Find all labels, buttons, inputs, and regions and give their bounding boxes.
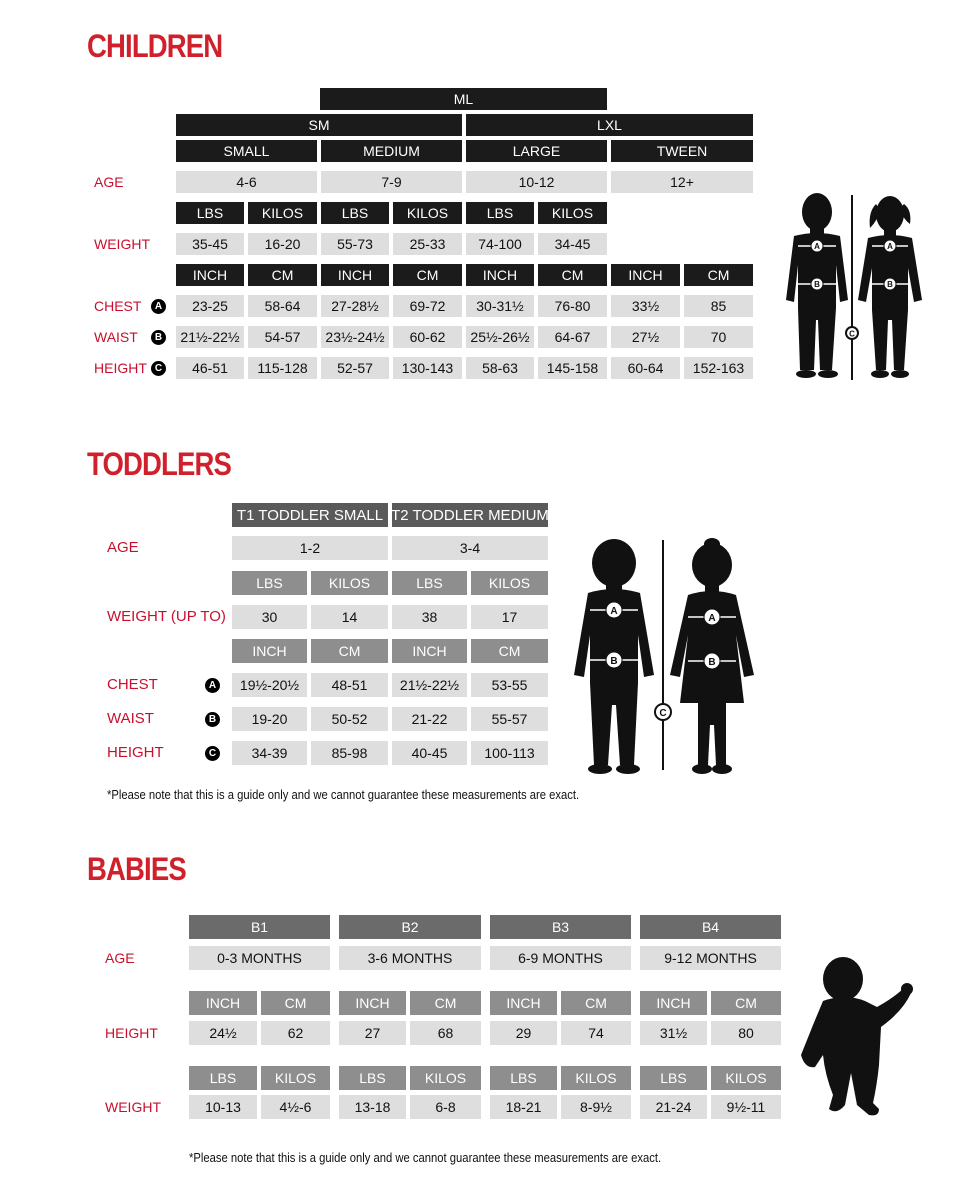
babies-disclaimer: *Please note that this is a guide only and we cannot guarantee these measurements are exact. bbox=[189, 1151, 662, 1165]
children-weight-unit: KILOS bbox=[393, 202, 462, 224]
children-age-cell: 10-12 bbox=[466, 171, 607, 193]
children-chest-cell: 27-28½ bbox=[321, 295, 389, 317]
toddler-height-cell: 100-113 bbox=[471, 741, 548, 765]
toddler-chest-cell: 53-55 bbox=[471, 673, 548, 697]
children-chest-cell: 76-80 bbox=[538, 295, 607, 317]
baby-age-cell: 0-3 MONTHS bbox=[189, 946, 330, 970]
toddler-height-cell: 34-39 bbox=[232, 741, 307, 765]
toddler-chest-cell: 21½-22½ bbox=[392, 673, 467, 697]
baby-height-unit: INCH bbox=[640, 991, 707, 1015]
children-chest-cell: 69-72 bbox=[393, 295, 462, 317]
toddler-weight-cell: 30 bbox=[232, 605, 307, 629]
baby-weight-cell: 9½-11 bbox=[711, 1095, 781, 1119]
baby-weight-cell: 21-24 bbox=[640, 1095, 707, 1119]
toddler-measure-unit: CM bbox=[471, 639, 548, 663]
toddler-weight-cell: 38 bbox=[392, 605, 467, 629]
children-chest-cell: 23-25 bbox=[176, 295, 244, 317]
children-measure-unit: INCH bbox=[321, 264, 389, 286]
baby-weight-cell: 8-9½ bbox=[561, 1095, 631, 1119]
children-measure-unit: INCH bbox=[466, 264, 534, 286]
children-chest-cell: 30-31½ bbox=[466, 295, 534, 317]
children-weight-cell: 74-100 bbox=[466, 233, 534, 255]
children-waist-cell: 23½-24½ bbox=[321, 326, 389, 348]
children-chest-label: CHEST bbox=[94, 298, 142, 314]
badge-c-icon: C bbox=[151, 361, 166, 376]
children-waist-cell: 54-57 bbox=[248, 326, 317, 348]
children-height-label: HEIGHT bbox=[94, 360, 147, 376]
children-height-cell: 115-128 bbox=[248, 357, 317, 379]
svg-text:C: C bbox=[659, 708, 667, 719]
toddler-size-header: T2 TODDLER MEDIUM bbox=[392, 503, 548, 527]
children-weight-cell: 16-20 bbox=[248, 233, 317, 255]
size-header-medium: MEDIUM bbox=[321, 140, 462, 162]
baby-weight-cell: 6-8 bbox=[410, 1095, 481, 1119]
toddler-height-cell: 85-98 bbox=[311, 741, 388, 765]
children-chest-cell: 33½ bbox=[611, 295, 680, 317]
baby-height-unit: INCH bbox=[189, 991, 257, 1015]
baby-height-unit: CM bbox=[711, 991, 781, 1015]
children-height-cell: 58-63 bbox=[466, 357, 534, 379]
children-measure-unit: CM bbox=[538, 264, 607, 286]
baby-height-cell: 24½ bbox=[189, 1021, 257, 1045]
children-waist-cell: 64-67 bbox=[538, 326, 607, 348]
baby-weight-unit: KILOS bbox=[261, 1066, 330, 1090]
baby-height-cell: 74 bbox=[561, 1021, 631, 1045]
baby-height-cell: 29 bbox=[490, 1021, 557, 1045]
children-chest-cell: 58-64 bbox=[248, 295, 317, 317]
toddler-waist-cell: 50-52 bbox=[311, 707, 388, 731]
baby-size-header: B4 bbox=[640, 915, 781, 939]
toddler-weight-unit: KILOS bbox=[311, 571, 388, 595]
svg-text:B: B bbox=[610, 656, 618, 667]
baby-silhouette-icon bbox=[795, 955, 920, 1120]
size-header-tween: TWEEN bbox=[611, 140, 753, 162]
toddler-chest-cell: 19½-20½ bbox=[232, 673, 307, 697]
children-waist-cell: 25½-26½ bbox=[466, 326, 534, 348]
children-chest-cell: 85 bbox=[684, 295, 753, 317]
children-weight-cell: 55-73 bbox=[321, 233, 389, 255]
toddler-weight-unit: LBS bbox=[232, 571, 307, 595]
baby-weight-unit: KILOS bbox=[561, 1066, 631, 1090]
baby-weight-unit: LBS bbox=[490, 1066, 557, 1090]
baby-weight-unit: LBS bbox=[640, 1066, 707, 1090]
children-height-cell: 60-64 bbox=[611, 357, 680, 379]
toddler-waist-cell: 55-57 bbox=[471, 707, 548, 731]
group-header-lxl: LXL bbox=[466, 114, 753, 136]
group-header-ml: ML bbox=[320, 88, 607, 110]
toddler-age-cell: 3-4 bbox=[392, 536, 548, 560]
children-waist-cell: 27½ bbox=[611, 326, 680, 348]
children-waist-cell: 70 bbox=[684, 326, 753, 348]
baby-height-unit: INCH bbox=[490, 991, 557, 1015]
badge-b-icon: B bbox=[151, 330, 166, 345]
children-height-cell: 130-143 bbox=[393, 357, 462, 379]
baby-height-unit: INCH bbox=[339, 991, 406, 1015]
toddler-weight-cell: 17 bbox=[471, 605, 548, 629]
children-measure-unit: INCH bbox=[176, 264, 244, 286]
baby-age-cell: 9-12 MONTHS bbox=[640, 946, 781, 970]
baby-weight-cell: 18-21 bbox=[490, 1095, 557, 1119]
baby-height-cell: 62 bbox=[261, 1021, 330, 1045]
svg-text:B: B bbox=[708, 657, 716, 668]
children-waist-cell: 21½-22½ bbox=[176, 326, 244, 348]
children-age-cell: 12+ bbox=[611, 171, 753, 193]
toddlers-silhouette-icon bbox=[568, 535, 763, 775]
baby-height-cell: 27 bbox=[339, 1021, 406, 1045]
baby-height-cell: 31½ bbox=[640, 1021, 707, 1045]
toddler-height-label: HEIGHT bbox=[107, 744, 164, 761]
toddler-chest-label: CHEST bbox=[107, 676, 158, 693]
toddler-weight-unit: KILOS bbox=[471, 571, 548, 595]
toddler-chest-cell: 48-51 bbox=[311, 673, 388, 697]
children-height-cell: 52-57 bbox=[321, 357, 389, 379]
toddler-age-cell: 1-2 bbox=[232, 536, 388, 560]
babies-title: BABIES bbox=[87, 851, 186, 887]
baby-height-unit: CM bbox=[561, 991, 631, 1015]
baby-size-header: B2 bbox=[339, 915, 481, 939]
svg-text:B: B bbox=[814, 280, 820, 289]
children-weight-cell: 35-45 bbox=[176, 233, 244, 255]
baby-height-unit: CM bbox=[410, 991, 481, 1015]
children-measure-unit: INCH bbox=[611, 264, 680, 286]
baby-weight-unit: LBS bbox=[189, 1066, 257, 1090]
baby-height-cell: 68 bbox=[410, 1021, 481, 1045]
children-age-cell: 7-9 bbox=[321, 171, 462, 193]
children-measure-unit: CM bbox=[248, 264, 317, 286]
baby-age-cell: 3-6 MONTHS bbox=[339, 946, 481, 970]
children-title: CHILDREN bbox=[87, 28, 223, 64]
toddlers-title: TODDLERS bbox=[87, 446, 231, 482]
baby-size-header: B1 bbox=[189, 915, 330, 939]
svg-text:A: A bbox=[708, 613, 716, 624]
children-height-cell: 152-163 bbox=[684, 357, 753, 379]
svg-text:A: A bbox=[610, 606, 618, 617]
children-weight-unit: LBS bbox=[321, 202, 389, 224]
baby-weight-label: WEIGHT bbox=[105, 1099, 161, 1115]
children-waist-label: WAIST bbox=[94, 329, 138, 345]
children-weight-unit: LBS bbox=[176, 202, 244, 224]
toddlers-disclaimer: *Please note that this is a guide only and we cannot guarantee these measurements are exact. bbox=[107, 788, 580, 802]
children-weight-cell: 34-45 bbox=[538, 233, 607, 255]
badge-a-icon: A bbox=[151, 299, 166, 314]
svg-text:C: C bbox=[849, 329, 855, 339]
toddler-weight-unit: LBS bbox=[392, 571, 467, 595]
toddler-measure-unit: INCH bbox=[232, 639, 307, 663]
baby-height-unit: CM bbox=[261, 991, 330, 1015]
toddler-weight-cell: 14 bbox=[311, 605, 388, 629]
baby-age-cell: 6-9 MONTHS bbox=[490, 946, 631, 970]
baby-size-header: B3 bbox=[490, 915, 631, 939]
children-age-cell: 4-6 bbox=[176, 171, 317, 193]
baby-weight-cell: 10-13 bbox=[189, 1095, 257, 1119]
badge-a-icon: A bbox=[205, 678, 220, 693]
baby-weight-cell: 13-18 bbox=[339, 1095, 406, 1119]
toddler-weight-label: WEIGHT (UP TO) bbox=[107, 608, 226, 625]
toddler-waist-label: WAIST bbox=[107, 710, 154, 727]
children-weight-label: WEIGHT bbox=[94, 236, 150, 252]
toddler-waist-cell: 21-22 bbox=[392, 707, 467, 731]
toddler-age-label: AGE bbox=[107, 539, 139, 556]
baby-height-label: HEIGHT bbox=[105, 1025, 158, 1041]
svg-text:A: A bbox=[814, 242, 820, 251]
badge-b-icon: B bbox=[205, 712, 220, 727]
children-height-cell: 145-158 bbox=[538, 357, 607, 379]
baby-weight-unit: KILOS bbox=[711, 1066, 781, 1090]
baby-weight-unit: KILOS bbox=[410, 1066, 481, 1090]
baby-height-cell: 80 bbox=[711, 1021, 781, 1045]
children-weight-unit: LBS bbox=[466, 202, 534, 224]
baby-age-label: AGE bbox=[105, 950, 135, 966]
size-header-large: LARGE bbox=[466, 140, 607, 162]
children-waist-cell: 60-62 bbox=[393, 326, 462, 348]
group-header-sm: SM bbox=[176, 114, 462, 136]
children-height-cell: 46-51 bbox=[176, 357, 244, 379]
children-weight-unit: KILOS bbox=[248, 202, 317, 224]
baby-weight-unit: LBS bbox=[339, 1066, 406, 1090]
children-weight-unit: KILOS bbox=[538, 202, 607, 224]
badge-c-icon: C bbox=[205, 746, 220, 761]
baby-weight-cell: 4½-6 bbox=[261, 1095, 330, 1119]
svg-text:B: B bbox=[887, 280, 893, 289]
children-measure-unit: CM bbox=[393, 264, 462, 286]
children-silhouette-icon bbox=[780, 190, 930, 385]
toddler-size-header: T1 TODDLER SMALL bbox=[232, 503, 388, 527]
toddler-height-cell: 40-45 bbox=[392, 741, 467, 765]
children-measure-unit: CM bbox=[684, 264, 753, 286]
toddler-measure-unit: INCH bbox=[392, 639, 467, 663]
children-weight-cell: 25-33 bbox=[393, 233, 462, 255]
toddler-measure-unit: CM bbox=[311, 639, 388, 663]
children-age-label: AGE bbox=[94, 174, 124, 190]
toddler-waist-cell: 19-20 bbox=[232, 707, 307, 731]
size-header-small: SMALL bbox=[176, 140, 317, 162]
svg-text:A: A bbox=[887, 242, 893, 251]
